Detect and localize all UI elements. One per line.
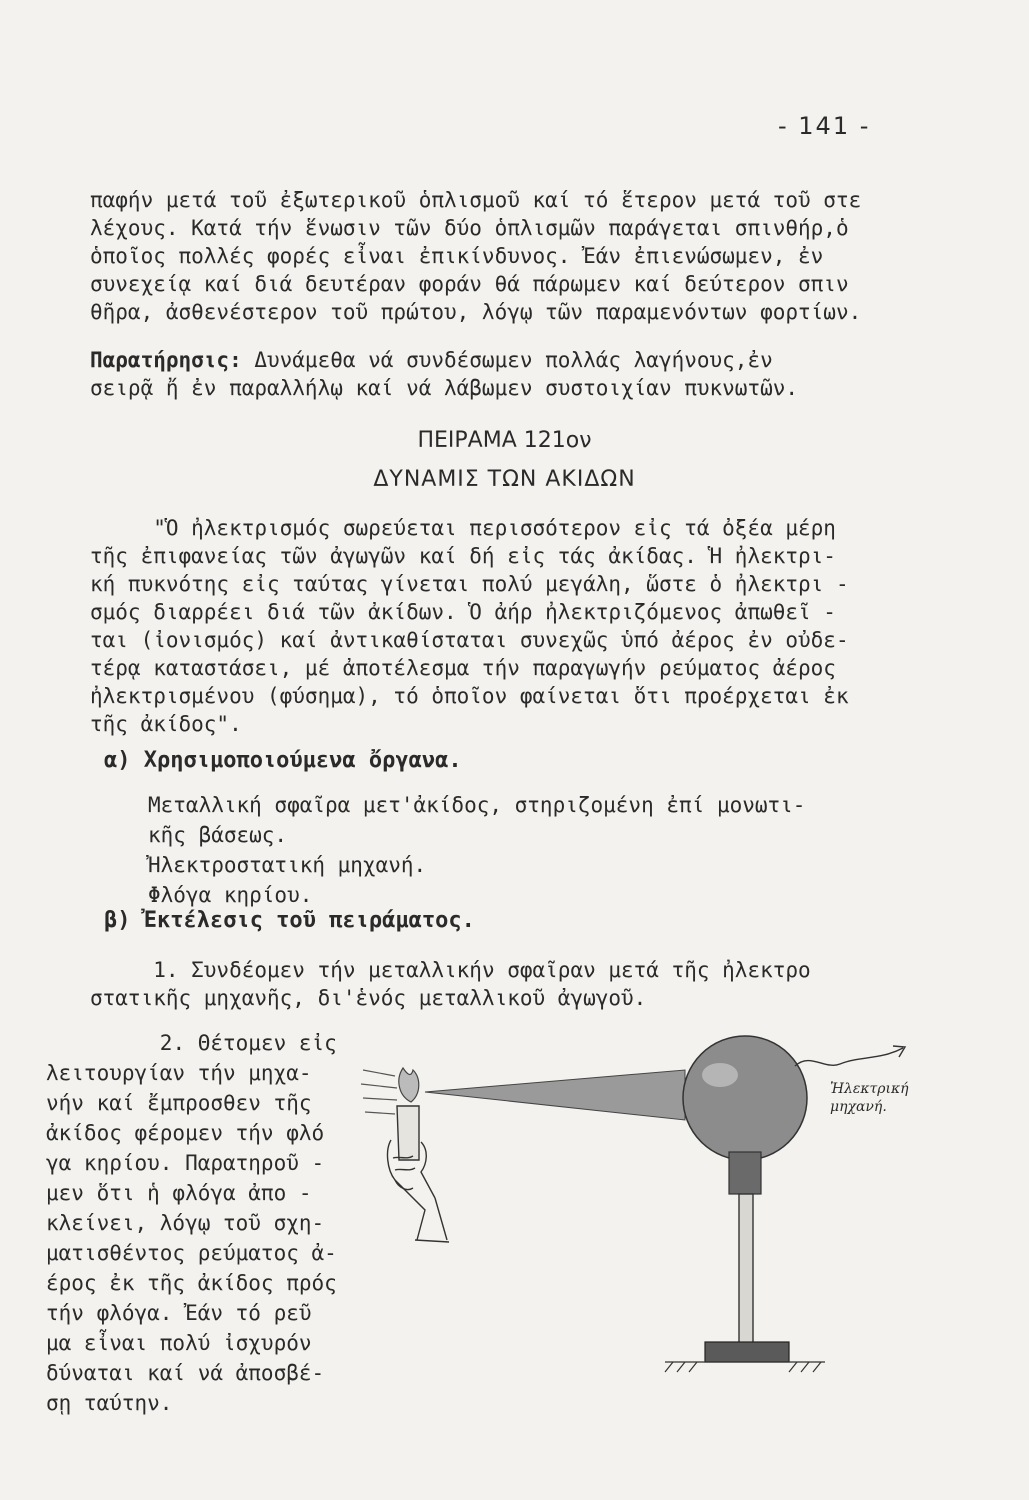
heading-procedure: β) Ἐκτέλεσις τοῦ πειράματος. bbox=[104, 908, 475, 933]
stand-base bbox=[705, 1342, 789, 1362]
paragraph-capacitor-discharge: παφήν μετά τοῦ ἐξωτερικοῦ ὁπλισμοῦ καί τό ἕτερον μετά τοῦ στε λέχους. Κατά τήν ἕνωσιν τῶν δύο ὁπλισμῶν παράγεται σπινθήρ,ὁ ὁποῖος πολλές φορές εἶναι ἐπικίνδυνος. Ἐάν ἐπιενώσωμεν, ἐν συνεχείᾳ καί διά δευτέραν φοράν θά πάρωμεν καί δεύτερον σπιν θῆρα, ἀσθενέστερον τοῦ πρώτου, λόγῳ τῶν παραμενόντων φορτίων. bbox=[90, 188, 862, 324]
sphere-neck bbox=[729, 1152, 761, 1194]
observation-text: Δυνάμεθα νά συνδέσωμεν πολλάς λαγήνους,ἐν σειρᾷ ἤ ἐν παραλλήλῳ καί νά λάβωμεν συστοιχίαν πυκνωτῶν. bbox=[90, 348, 799, 400]
observation-label: Παρατήρησις: bbox=[90, 348, 242, 372]
experiment-subtitle: ΔΥΝΑΜΙΣ ΤΩΝ ΑΚΙΔΩΝ bbox=[373, 467, 636, 492]
instruments-list: Μεταλλική σφαῖρα μετ'ἀκίδος, στηριζομένη ἐπί μονωτι- κῆς βάσεως. Ἠλεκτροστατική μηχανή. Φλόγα κηρίου. bbox=[148, 793, 806, 907]
experiment-title: ΠΕΙΡΑΜΑ 121ον bbox=[417, 428, 592, 453]
figure-label-line2: μηχανή. bbox=[830, 1099, 887, 1115]
heading-instruments: α) Χρησιμοποιούμενα ὄργανα. bbox=[104, 748, 462, 773]
candle-flame-icon bbox=[399, 1068, 419, 1102]
point-cone bbox=[425, 1070, 685, 1120]
metal-sphere bbox=[683, 1036, 807, 1160]
procedure-step-2: 2. Θέτομεν εἰς λειτουργίαν τήν μηχα- νήν καί ἔμπροσθεν τῆς ἀκίδος φέρομεν τήν φλό γα κηρίου. Παρατηροῦ - μεν ὅτι ἡ φλόγα ἀπο - κλείνει, λόγῳ τοῦ σχη- ματισθέντος ρεύματος ἀ- έρος ἐκ τῆς ἀκίδος πρός τήν φλόγα. Ἐάν τό ρεῦ μα εἶναι πολύ ἰσχυρόν δύναται καί νά ἀποσβέ- σῃ ταύτην. bbox=[46, 1031, 337, 1415]
lead-wire bbox=[795, 1046, 905, 1066]
figure-label-line1: Ἠλεκτρική bbox=[830, 1081, 909, 1097]
page-number: - 141 - bbox=[778, 112, 871, 140]
candle-icon bbox=[397, 1106, 419, 1160]
procedure-step-1: 1. Συνδέομεν τήν μεταλλικήν σφαῖραν μετά τῆς ἠλεκτρο στατικῆς μηχανῆς, δι'ἑνός μεταλλικοῦ ἀγωγοῦ. bbox=[90, 958, 811, 1010]
insulating-rod bbox=[739, 1194, 753, 1344]
ground-line bbox=[665, 1362, 825, 1372]
observation-paragraph bbox=[90, 346, 970, 402]
air-stream-lines bbox=[361, 1070, 397, 1114]
quote-paragraph: "Ὁ ἠλεκτρισμός σωρεύεται περισσότερον εἰς τά ὀξέα μέρη τῆς ἐπιφανείας τῶν ἀγωγῶν καί δή εἰς τάς ἀκίδας. Ἡ ἠλεκτρι- κή πυκνότης εἰς ταύτας γίνεται πολύ μεγάλη, ὥστε ὁ ἠλεκτρι - σμός διαρρέει διά τῶν ἀκίδων. Ὁ ἀήρ ἠλεκτριζόμενος ἀπωθεῖ - ται (ἰονισμός) καί ἀντικαθίσταται συνεχῶς ὑπό ἀέρος ἐν οὐδε- τέρᾳ καταστάσει, μέ ἀποτέλεσμα τήν παραγωγήν ρεύματος ἀέρος ἠλεκτρισμένου (φύσημα), τό ὁποῖον φαίνεται ὅτι προέρχεται ἐκ τῆς ἀκίδος". bbox=[90, 516, 849, 736]
figure-label bbox=[830, 1080, 909, 1116]
